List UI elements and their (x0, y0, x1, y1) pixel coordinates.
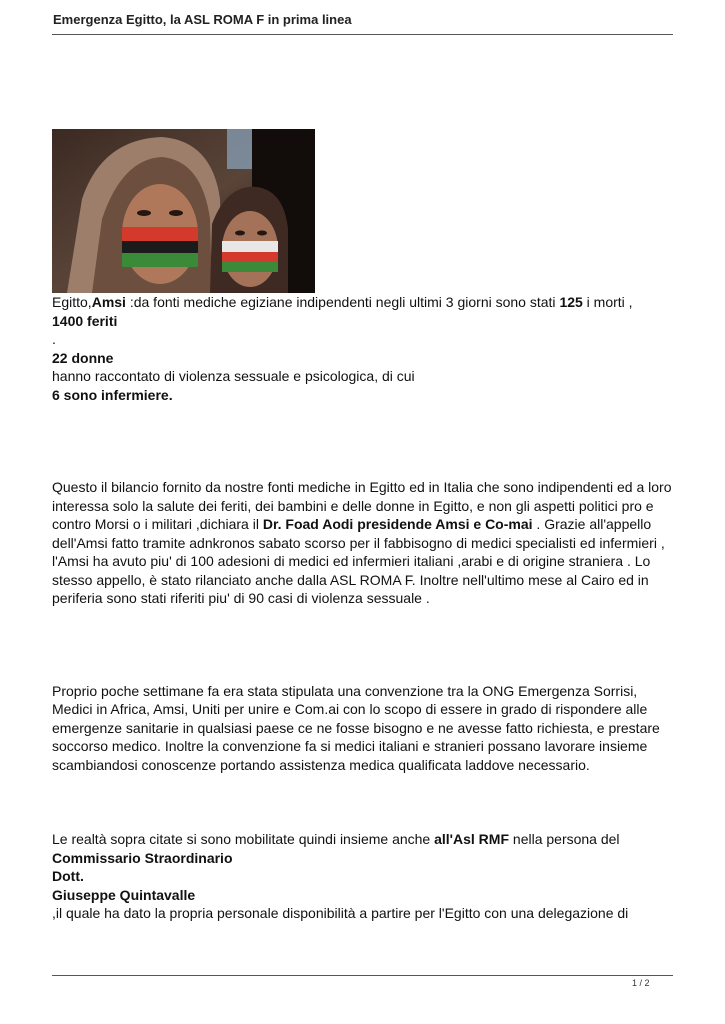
intro-text-a: :da fonti mediche egiziane indipendenti negli ultimi 3 giorni sono stati (125, 294, 560, 310)
title-line (52, 867, 677, 886)
para2-text-a: Questo il bilancio fornito da nostre fonti mediche in Egitto ed in Italia che sono indipendenti ed a loro interessa solo la salute dei feriti, dei bambini e delle donne in Egitto, e non gli aspetti politici pro e contro Morsi o i militari ,dichiara il (52, 479, 672, 532)
women-line (52, 349, 677, 368)
footer-divider (52, 975, 673, 976)
para4-continuation: ,il quale ha dato la propria personale disponibilità a partire per l'Egitto con una delegazione di (52, 905, 629, 921)
header-divider (52, 34, 673, 35)
intro-lead: Egitto, (52, 294, 92, 310)
asl-name: all'Asl RMF (434, 831, 510, 847)
article-photo (52, 129, 315, 293)
name-line (52, 886, 677, 905)
injured-count: 1400 feriti (52, 312, 118, 329)
para4-text-b: nella persona del (509, 831, 620, 847)
paragraph-2 (52, 478, 677, 608)
person-name: Giuseppe Quintavalle (52, 886, 196, 903)
dot-line: . (52, 331, 56, 347)
commissioner-role: Commissario Straordinario (52, 849, 233, 866)
paragraph-4 (52, 830, 677, 867)
dead-count: 125 (559, 294, 583, 310)
person-title: Dott. (52, 868, 84, 884)
intro-source: Amsi (91, 294, 126, 310)
intro-line (52, 293, 677, 312)
paragraph-3: Proprio poche settimane fa era stata stipulata una convenzione tra la ONG Emergenza Sorrisi, Medici in Africa, Amsi, Uniti per unire e Com.ai con lo scopo di essere in grado di rispondere alle emergenze sanitarie in qualsiasi paese ce ne fosse bisogno e ne avesse fatto richiesta, e prestare soccorso medico. Inoltre la convenzione fa si medici italiani e stranieri possano lavorare insieme scambiandosi conoscenze portando assistenza medica qualificata laddove necessario. (52, 682, 660, 773)
photo-two-women-painted-flag-faces-icon (52, 129, 315, 293)
para2-text-b: . Grazie all'appello dell'Amsi fatto tramite adnkronos sabato scorso per il fabbisogno di medici specialisti ed infermieri , l'Amsi ha avuto piu' di 100 adesioni di medici ed infermieri italiani ,arabi e di origine straniera . Lo stesso appello, è stato rilanciato anche dalla ASL ROMA F. Inoltre nell'ultimo mese al Cairo ed in periferia sono stati riferiti piu' di 90 casi di violenza sessuale . (52, 516, 665, 606)
nurses-count: 6 sono infermiere. (52, 386, 173, 403)
injured-line (52, 312, 677, 331)
intro-text-b: i morti , (582, 294, 633, 310)
speaker-name: Dr. Foad Aodi presidende Amsi e Co-mai (262, 516, 533, 532)
page-number: 1 / 2 (632, 978, 650, 988)
women-count: 22 donne (52, 349, 114, 366)
article-body (52, 293, 677, 923)
nurses-line (52, 386, 677, 405)
para4-text-a: Le realtà sopra citate si sono mobilitate quindi insieme anche (52, 831, 435, 847)
page-header-title: Emergenza Egitto, la ASL ROMA F in prima linea (53, 12, 352, 27)
women-text: hanno raccontato di violenza sessuale e psicologica, di cui (52, 368, 415, 384)
